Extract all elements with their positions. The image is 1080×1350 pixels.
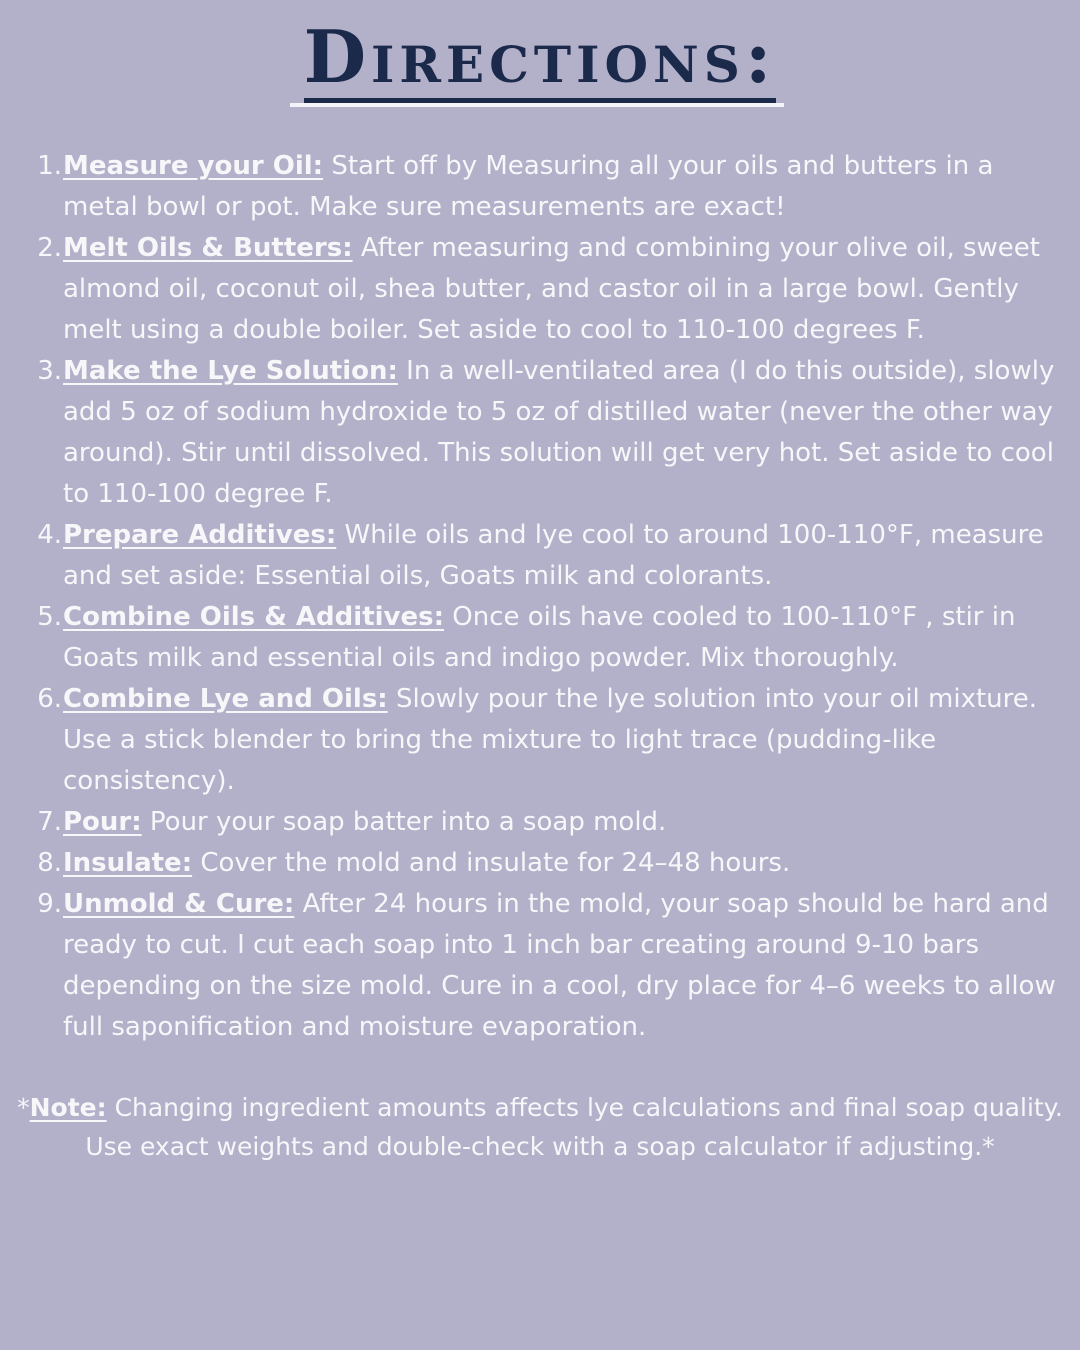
footnote	[0, 1088, 1080, 1166]
step-number: 6.	[37, 684, 62, 714]
step-number: 7.	[37, 807, 62, 837]
step-number: 2.	[37, 233, 62, 263]
step-6	[0, 679, 1080, 802]
step-title: Combine Oils & Additives:	[63, 602, 444, 632]
step-1	[0, 146, 1080, 228]
step-number: 5.	[37, 602, 62, 632]
step-2	[0, 228, 1080, 351]
note-text: Changing ingredient amounts affects lye calculations and final soap quality. Use exact weights and double-check with a soap calculator if adjusting.*	[85, 1093, 1063, 1161]
note-prefix: *	[17, 1093, 30, 1122]
step-3	[0, 351, 1080, 515]
note-label: Note:	[29, 1093, 107, 1122]
steps-list	[0, 146, 1080, 1048]
step-text: Pour your soap batter into a soap mold.	[149, 807, 667, 837]
step-title: Pour:	[63, 807, 142, 837]
step-9	[0, 884, 1080, 1048]
step-number: 9.	[37, 889, 62, 919]
step-number: 4.	[37, 520, 62, 550]
step-7	[0, 802, 1080, 843]
step-text: Start off by Measuring all your oils and butters in a metal bowl or pot. Make sure measurements are exact!	[63, 151, 994, 222]
step-title: Combine Lye and Oils:	[63, 684, 388, 714]
step-title: Unmold & Cure:	[63, 889, 295, 919]
step-text: In a well-ventilated area (I do this outside), slowly add 5 oz of sodium hydroxide to 5 oz of distilled water (never the other way around). Stir until dissolved. This solution will get very hot. Set aside to cool to 110-100 degree F.	[63, 356, 1055, 509]
title-container	[0, 14, 1080, 103]
step-text: After measuring and combining your olive oil, sweet almond oil, coconut oil, shea butter, and castor oil in a large bowl. Gently melt using a double boiler. Set aside to cool to 110-100 degrees F.	[63, 233, 1040, 345]
step-title: Make the Lye Solution:	[63, 356, 398, 386]
page-title: Directions:	[304, 18, 777, 103]
step-4	[0, 515, 1080, 597]
step-title: Melt Oils & Butters:	[63, 233, 353, 263]
step-5	[0, 597, 1080, 679]
step-number: 3.	[37, 356, 62, 386]
step-text: After 24 hours in the mold, your soap should be hard and ready to cut. I cut each soap into 1 inch bar creating around 9-10 bars depending on the size mold. Cure in a cool, dry place for 4–6 weeks to allow full saponification and moisture evaporation.	[63, 889, 1056, 1042]
step-title: Insulate:	[63, 848, 193, 878]
title-underline-divider	[290, 103, 784, 107]
step-text: While oils and lye cool to around 100-110°F, measure and set aside: Essential oils, Goats milk and colorants.	[63, 520, 1044, 591]
step-number: 1.	[37, 151, 62, 181]
step-8	[0, 843, 1080, 884]
step-title: Measure your Oil:	[63, 151, 324, 181]
step-text: Slowly pour the lye solution into your oil mixture. Use a stick blender to bring the mixture to light trace (pudding-like consistency).	[63, 684, 1038, 796]
step-number: 8.	[37, 848, 62, 878]
step-text: Cover the mold and insulate for 24–48 hours.	[200, 848, 791, 878]
step-text: Once oils have cooled to 100-110°F , stir in Goats milk and essential oils and indigo powder. Mix thoroughly.	[63, 602, 1016, 673]
step-title: Prepare Additives:	[63, 520, 337, 550]
